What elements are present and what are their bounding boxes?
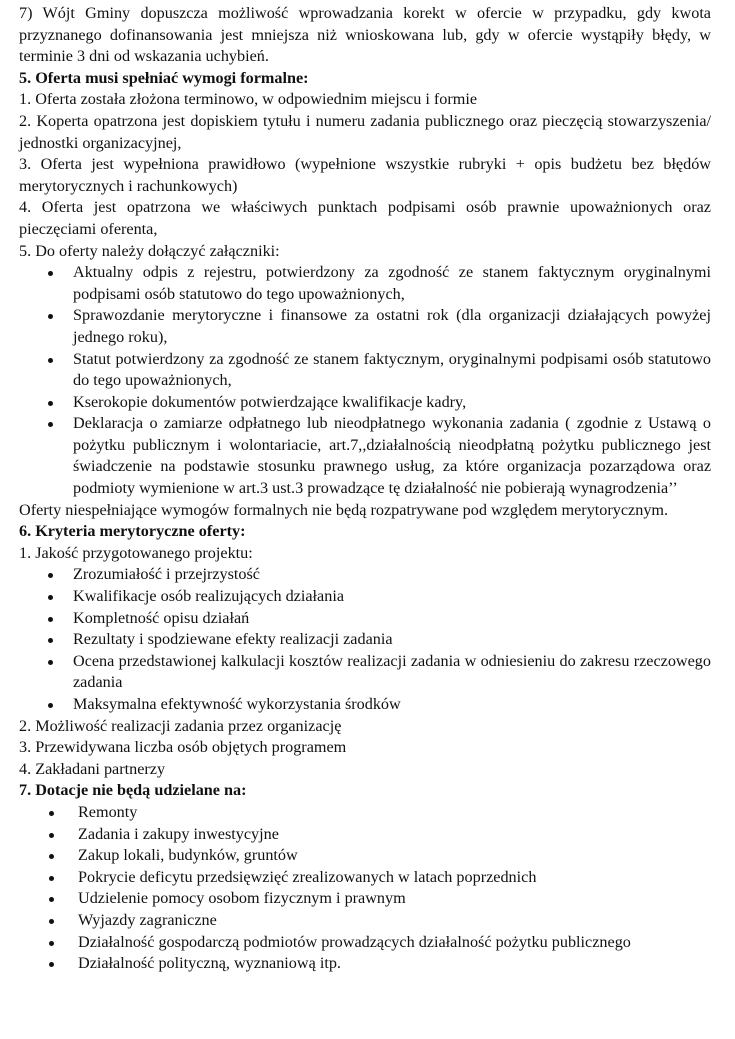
- section-5-item-3: 3. Oferta jest wypełniona prawidłowo (wypełnione wszystkie rubryki + opis budżetu bez błędów merytorycznych i rachunkowych): [19, 155, 711, 195]
- quality-criteria-list: [73, 564, 711, 715]
- list-item: Działalność gospodarczą podmiotów prowadzących działalność pożytku publicznego: [78, 932, 711, 954]
- section-6-item-4: 4. Zakładani partnerzy: [19, 759, 166, 778]
- section-6-heading: 6. Kryteria merytoryczne oferty:: [19, 522, 246, 541]
- list-item: Kserokopie dokumentów potwierdzające kwalifikacje kadry,: [73, 392, 711, 414]
- list-item: Aktualny odpis z rejestru, potwierdzony za zgodność ze stanem faktycznym oryginalnymi podpisami osób statutowo do tego upoważnionych,: [73, 262, 711, 305]
- list-item: Zrozumiałość i przejrzystość: [73, 564, 711, 586]
- list-item: Wyjazdy zagraniczne: [78, 910, 711, 932]
- formal-requirements-note: Oferty niespełniające wymogów formalnych nie będą rozpatrywane pod względem merytorycznym.: [19, 500, 669, 519]
- attachments-list: [73, 262, 711, 500]
- list-item: Ocena przedstawionej kalkulacji kosztów realizacji zadania w odniesieniu do zakresu rzeczowego zadania: [73, 651, 711, 694]
- list-item: Pokrycie deficytu przedsięwzięć zrealizowanych w latach poprzednich: [78, 867, 711, 889]
- list-item: Deklaracja o zamiarze odpłatnego lub nieodpłatnego wykonania zadania ( zgodnie z Ustawą o pożytku publicznym i wolontariacie, art.7,,działalnością nieodpłatną pożytku publicznego jest świadczenie na podstawie stosunku prawnego usług, za które organizacja pozarządowa oraz podmioty wymienione w art.3 ust.3 prowadzące tę działalność nie pobierają wynagrodzenia’’: [73, 413, 711, 499]
- section-5-item-4: 4. Oferta jest opatrzona we właściwych punktach podpisami osób prawnie upoważnionych oraz pieczęciami oferenta,: [19, 198, 711, 238]
- section-5-item-2: 2. Koperta opatrzona jest dopiskiem tytułu i numeru zadania publicznego oraz pieczęcią stowarzyszenia/ jednostki organizacyjnej,: [19, 111, 711, 152]
- list-item: Zakup lokali, budynków, gruntów: [78, 845, 711, 867]
- section-6-item-2: 2. Możliwość realizacji zadania przez organizację: [19, 716, 342, 735]
- excluded-costs-list: [78, 802, 711, 975]
- list-item: Zadania i zakupy inwestycyjne: [78, 824, 711, 846]
- list-item: Kwalifikacje osób realizujących działania: [73, 586, 711, 608]
- section-5-item-1: 1. Oferta została złożona terminowo, w odpowiednim miejscu i formie: [19, 90, 478, 109]
- section-6-item-3: 3. Przewidywana liczba osób objętych programem: [19, 738, 347, 757]
- list-item: Kompletność opisu działań: [73, 608, 711, 630]
- section-5-item-5: 5. Do oferty należy dołączyć załączniki:: [19, 241, 280, 260]
- list-item: Sprawozdanie merytoryczne i finansowe za ostatni rok (dla organizacji działających powyżej jednego roku),: [73, 305, 711, 348]
- list-item: Maksymalna efektywność wykorzystania środków: [73, 694, 711, 716]
- list-item: Statut potwierdzony za zgodność ze stanem faktycznym, oryginalnymi podpisami osób statutowo do tego upoważnionych,: [73, 349, 711, 392]
- paragraph-7: 7) Wójt Gminy dopuszcza możliwość wprowadzania korekt w ofercie w przypadku, gdy kwota przyznanego dofinansowania jest mniejsza niż wnioskowana lub, gdy w ofercie wystąpiły błędy, w terminie 3 dni od wskazania uchybień.: [19, 4, 711, 66]
- list-item: Remonty: [78, 802, 711, 824]
- section-6-item-1: 1. Jakość przygotowanego projektu:: [19, 543, 253, 562]
- list-item: Rezultaty i spodziewane efekty realizacji zadania: [73, 629, 711, 651]
- list-item: Działalność polityczną, wyznaniową itp.: [78, 953, 711, 975]
- section-5-heading: 5. Oferta musi spełniać wymogi formalne:: [19, 68, 309, 87]
- section-7-heading: 7. Dotacje nie będą udzielane na:: [19, 781, 247, 800]
- list-item: Udzielenie pomocy osobom fizycznym i prawnym: [78, 888, 711, 910]
